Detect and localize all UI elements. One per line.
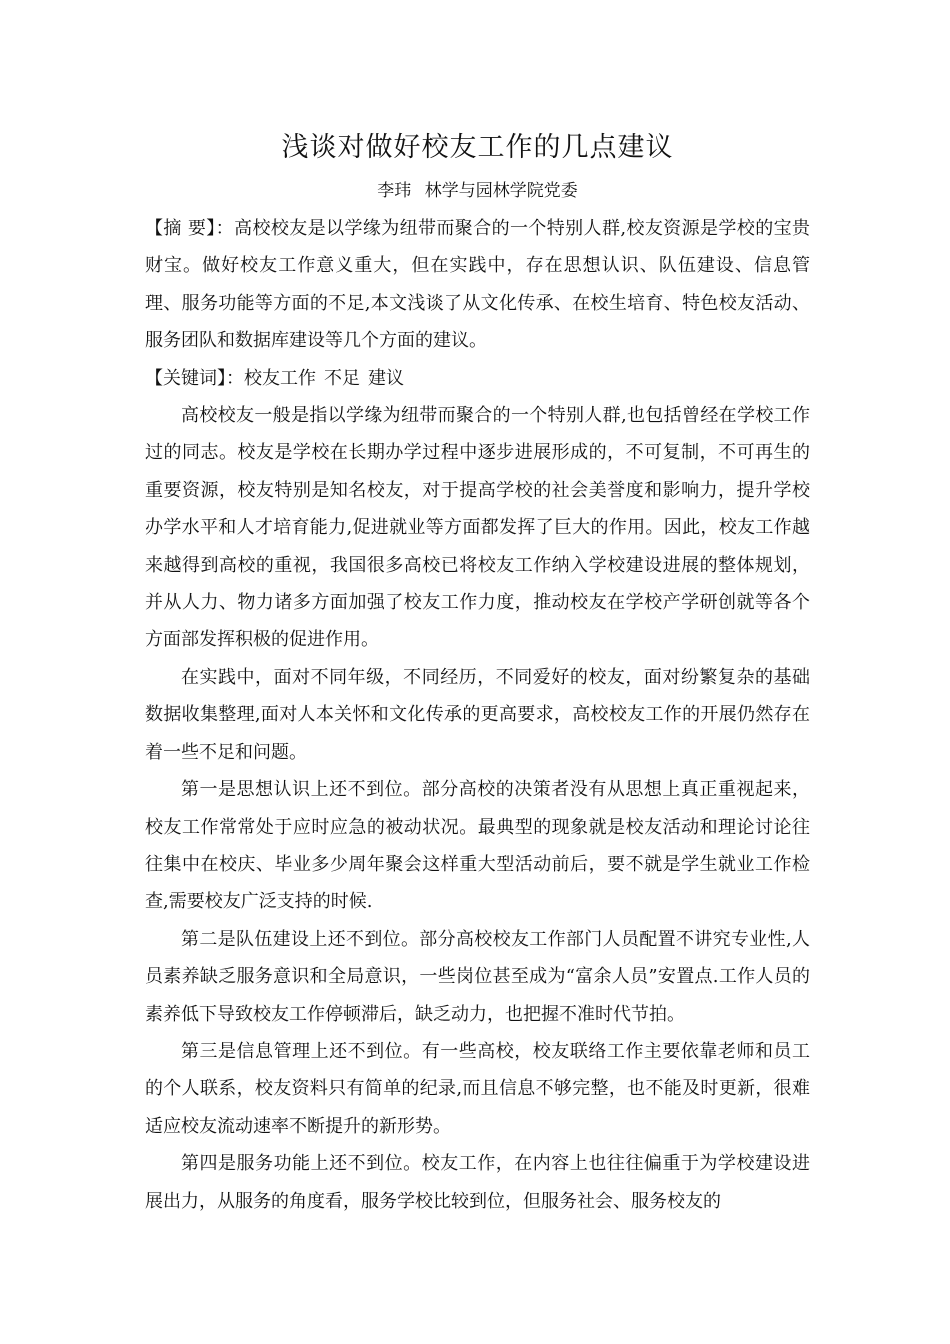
keywords-label: 【关键词】： — [145, 367, 244, 389]
document-title: 浅谈对做好校友工作的几点建议 — [281, 132, 674, 163]
body-paragraph: 第一是思想认识上还不到位。部分高校的决策者没有从思想上真正重视起来，校友工作常常处于应时应急的被动状况。最典型的现象就是校友活动和理论讨论往往集中在校庆、毕业多少周年聚会这样重大型活动前后，要不就是学生就业工作检查,需要校友广泛支持的时候. — [145, 779, 810, 913]
abstract-text: 高校校友是以学缘为纽带而聚合的一个特别人群,校友资源是学校的宝贵财宝。做好校友工作意义重大，但在实践中，存在思想认识、队伍建设、信息管理、服务功能等方面的不足,本文浅谈了从文化传承、在校生培育、特色校友活动、服务团队和数据库建设等几个方面的建议。 — [145, 218, 811, 352]
abstract-label: 【摘 要】： — [145, 218, 235, 239]
abstract — [145, 210, 810, 360]
body-paragraph: 在实践中，面对不同年级，不同经历，不同爱好的校友，面对纷繁复杂的基础数据收集整理,面对人本关怀和文化传承的更高要求，高校校友工作的开展仍然存在着一些不足和问题。 — [145, 666, 810, 763]
byline — [145, 178, 810, 204]
body-paragraph: 第三是信息管理上还不到位。有一些高校，校友联络工作主要依靠老师和员工的个人联系，校友资料只有简单的纪录,而且信息不够完整，也不能及时更新，很难适应校友流动速率不断提升的新形势。 — [145, 1040, 810, 1137]
author-name: 李玮 — [377, 181, 412, 201]
body-paragraph: 第四是服务功能上还不到位。校友工作，在内容上也往往偏重于为学校建设进展出力，从服务的角度看，服务学校比较到位，但服务社会、服务校友的 — [145, 1153, 810, 1212]
keyword-term: 校友工作 — [244, 367, 316, 389]
body-paragraph: 第二是队伍建设上还不到位。部分高校校友工作部门人员配置不讲究专业性,人员素养缺乏服务意识和全局意识，一些岗位甚至成为“富余人员”安置点.工作人员的素养低下导致校友工作停顿滞后，缺乏动力，也把握不准时代节拍。 — [145, 928, 810, 1025]
keywords — [145, 360, 810, 397]
body-paragraph: 高校校友一般是指以学缘为纽带而聚合的一个特别人群,也包括曾经在学校工作过的同志。校友是学校在长期办学过程中逐步进展形成的，不可复制，不可再生的重要资源，校友特别是知名校友，对于提高学校的社会美誉度和影响力，提升学校办学水平和人才培育能力,促进就业等方面都发挥了巨大的作用。因此，校友工作越来越得到高校的重视，我国很多高校已将校友工作纳入学校建设进展的整体规划，并从人力、物力诸多方面加强了校友工作力度，推动校友在学校产学研创就等各个方面部发挥积极的促进作用。 — [145, 405, 810, 651]
keyword-term: 不足 — [324, 367, 360, 389]
keyword-term: 建议 — [368, 367, 404, 389]
document-page — [145, 128, 810, 1220]
author-affiliation: 林学与园林学院党委 — [424, 181, 578, 201]
